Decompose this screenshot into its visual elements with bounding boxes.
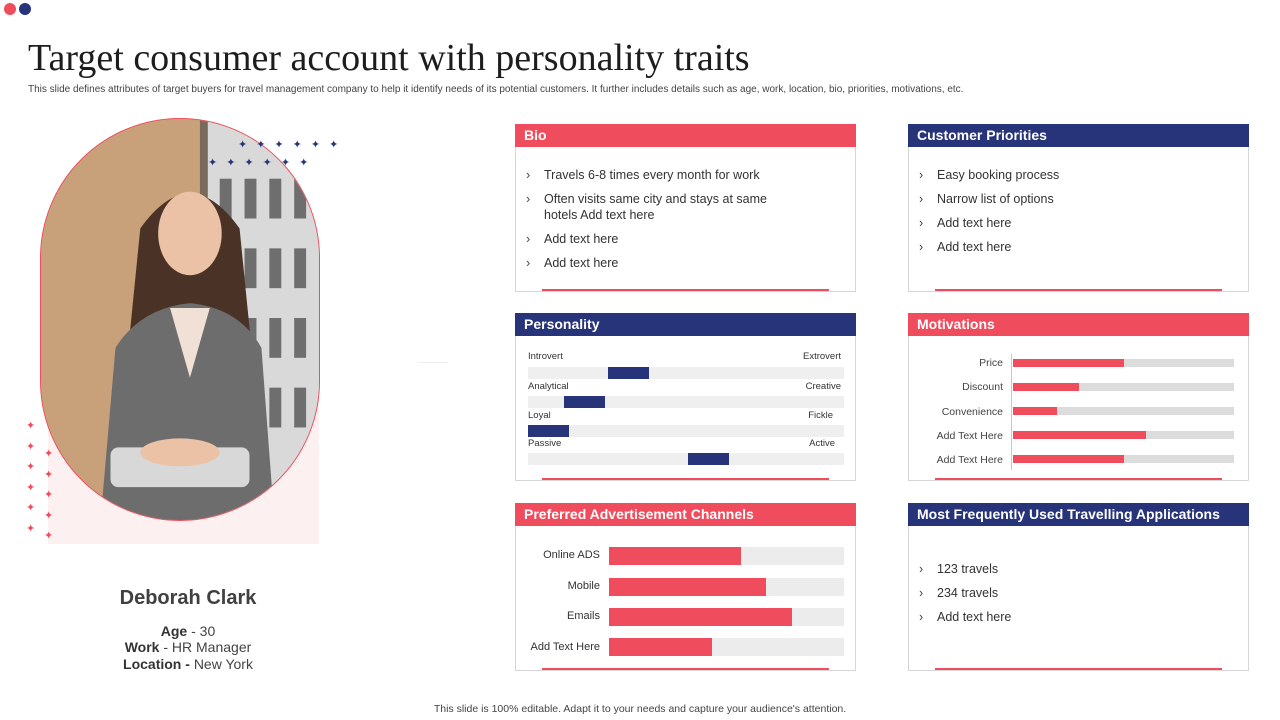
app-item: › 123 travels — [919, 561, 1238, 577]
channel-fill — [609, 578, 766, 596]
card-accent-line — [935, 478, 1222, 480]
trait-right-label: Creative — [805, 381, 841, 392]
card-accent-line — [935, 668, 1222, 670]
trait-track — [528, 367, 844, 379]
channel-bar — [609, 608, 844, 626]
trait-track — [528, 453, 844, 465]
age-label: Age — [160, 623, 188, 639]
priority-item: › Add text here — [919, 215, 1238, 231]
apps-header: Most Frequently Used Travelling Applications — [908, 503, 1249, 526]
trait-marker — [564, 396, 605, 408]
card-accent-line — [542, 289, 829, 291]
work-label: Work — [124, 639, 160, 655]
bio-item: › Add text here — [526, 231, 845, 247]
channels-card — [515, 503, 856, 671]
profile-work — [0, 639, 376, 655]
motivation-fill — [1013, 359, 1124, 367]
trait-marker — [608, 367, 649, 379]
motivation-bar — [1013, 431, 1234, 439]
channel-bar — [609, 547, 844, 565]
trait-left-label: Analytical — [528, 381, 569, 392]
bio-list — [526, 167, 845, 279]
work-value: - HR Manager — [163, 639, 252, 655]
motivation-fill — [1013, 407, 1057, 415]
app-item: › 234 travels — [919, 585, 1238, 601]
motivation-label: Add Text Here — [936, 454, 1003, 466]
motivations-card — [908, 313, 1249, 481]
bio-item: › Travels 6-8 times every month for work — [526, 167, 845, 183]
trait-left-label: Loyal — [528, 410, 551, 421]
channel-bar — [609, 638, 844, 656]
channel-label: Emails — [566, 610, 600, 622]
card-accent-line — [935, 289, 1222, 291]
profile-location — [0, 656, 376, 672]
motivation-label: Add Text Here — [936, 430, 1003, 442]
motivation-label: Convenience — [941, 406, 1003, 418]
motivation-fill — [1013, 383, 1079, 391]
profile-photo — [40, 118, 320, 521]
motivation-label: Discount — [962, 381, 1003, 393]
bio-item: › Often visits same city and stays at same hotels Add text here — [526, 191, 845, 223]
motivations-header: Motivations — [908, 313, 1249, 336]
trait-right-label: Fickle — [808, 410, 833, 421]
slide-title: Target consumer account with personality traits — [28, 37, 750, 79]
trait-track — [528, 396, 844, 408]
location-value: New York — [193, 656, 253, 672]
customer-priorities-card — [908, 124, 1249, 292]
location-label: Location - — [123, 656, 190, 672]
slide-dots — [4, 3, 31, 15]
channel-label: Online ADS — [543, 549, 600, 561]
personality-header: Personality — [515, 313, 856, 336]
apps-card — [908, 503, 1249, 671]
personality-card — [515, 313, 856, 481]
navy-star-cluster-2: ✦✦✦✦✦✦ — [208, 157, 318, 169]
red-star-column: ✦ ✦ ✦ ✦ ✦ ✦ — [26, 420, 36, 535]
customer-priorities-header: Customer Priorities — [908, 124, 1249, 147]
slide-subtitle: This slide defines attributes of target buyers for travel management company to help it identify needs of its potential customers. It further includes details such as age, work, location, bio, priorities, motivations, etc. — [28, 84, 964, 95]
trait-marker — [688, 453, 729, 465]
red-dot — [4, 3, 16, 15]
trait-left-label: Introvert — [528, 351, 563, 362]
priority-item: › Add text here — [919, 239, 1238, 255]
motivation-bar — [1013, 383, 1234, 391]
channel-fill — [609, 608, 792, 626]
apps-list — [919, 561, 1238, 633]
profile-age — [0, 623, 376, 639]
app-item: › Add text here — [919, 609, 1238, 625]
motivation-label: Price — [979, 357, 1003, 369]
trait-left-label: Passive — [528, 438, 562, 449]
motivations-axis — [1011, 354, 1012, 470]
age-value: - 30 — [191, 623, 216, 639]
bio-card — [515, 124, 856, 292]
navy-star-cluster: ✦✦✦✦✦✦ — [238, 139, 348, 151]
bio-header: Bio — [515, 124, 856, 147]
channels-header: Preferred Advertisement Channels — [515, 503, 856, 526]
priorities-list — [919, 167, 1238, 263]
motivation-bar — [1013, 455, 1234, 463]
channel-label: Mobile — [567, 580, 600, 592]
profile-name: Deborah Clark — [119, 587, 257, 609]
priority-item: › Narrow list of options — [919, 191, 1238, 207]
priority-item: › Easy booking process — [919, 167, 1238, 183]
motivation-bar — [1013, 359, 1234, 367]
motivation-fill — [1013, 431, 1146, 439]
trait-right-label: Extrovert — [802, 351, 841, 362]
card-accent-line — [542, 478, 829, 480]
trait-marker — [528, 425, 569, 437]
trait-right-label: Active — [809, 438, 835, 449]
bio-item: › Add text here — [526, 255, 845, 271]
motivation-bar — [1013, 407, 1234, 415]
channel-bar — [609, 578, 844, 596]
channel-label: Add Text Here — [530, 641, 600, 653]
card-accent-line — [542, 668, 829, 670]
navy-dot — [19, 3, 31, 15]
footer-note: This slide is 100% editable. Adapt it to your needs and capture your audience's attention. — [433, 703, 847, 715]
channel-fill — [609, 638, 712, 656]
motivation-fill — [1013, 455, 1124, 463]
trait-track — [528, 425, 844, 437]
channel-fill — [609, 547, 741, 565]
red-star-column-2: ✦ ✦ ✦ ✦ ✦ — [44, 448, 54, 542]
divider — [418, 362, 448, 363]
